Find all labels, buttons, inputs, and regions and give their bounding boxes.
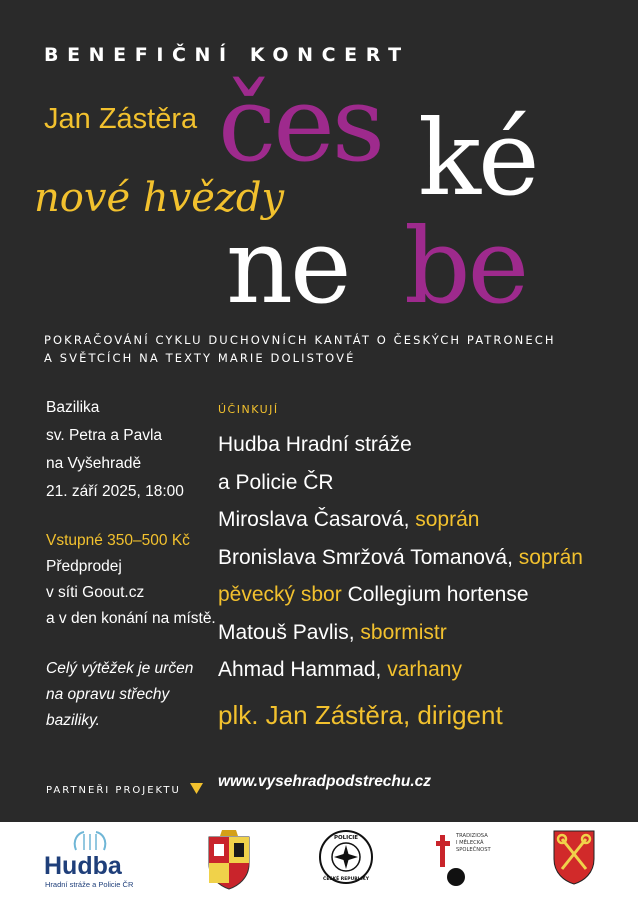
venue-line: na Vyšehradě — [46, 455, 142, 472]
performers-heading: ÚČINKUJÍ — [218, 403, 279, 416]
tradiziosa-logo — [436, 827, 502, 893]
ticket-line: a v den konání na místě. — [46, 610, 216, 627]
proceeds-line: baziliky. — [46, 712, 100, 729]
keys-shield-logo — [552, 829, 596, 889]
website-url[interactable]: www.vysehradpodstrechu.cz — [218, 773, 432, 790]
hudba-logo-title: Hudba — [44, 852, 122, 880]
triangle-down-icon — [190, 783, 203, 794]
ticket-line: Předprodej — [46, 558, 122, 575]
proceeds-line: Celý výtěžek je určen — [46, 660, 194, 677]
performer-role: soprán — [415, 508, 480, 531]
venue-block — [46, 394, 184, 506]
title-word-be: be — [404, 205, 527, 327]
police-logo-bottom-text: ČESKÉ REPUBLIKY — [323, 877, 369, 882]
police-logo-top-text: POLICIE — [333, 835, 359, 841]
police-logo — [318, 829, 374, 889]
performer-role: soprán — [518, 545, 583, 569]
title-word-ke: ké — [418, 97, 537, 219]
lyre-icon — [70, 830, 110, 852]
partners-label: PARTNEŘI PROJEKTU — [46, 785, 181, 796]
tradiziosa-text-2: I MĚLECKÁ — [456, 840, 484, 846]
partners-label-wrap — [46, 778, 203, 797]
performer-role: varhany — [387, 658, 462, 681]
performer-row: pěvecký sbor Collegium hortense — [218, 583, 529, 606]
subtitle-nove-hvezdy: nové hvězdy — [34, 175, 285, 221]
description-line-1: POKRAČOVÁNÍ CYKLU DUCHOVNÍCH KANTÁT O ČESKÝCH PATRONECH — [44, 333, 556, 347]
performer-row: Ahmad Hammad, varhany — [218, 658, 462, 681]
performer-row: a Policie ČR — [218, 470, 334, 494]
ticket-price: Vstupné 350–500 Kč — [46, 532, 190, 549]
coat-of-arms-logo — [206, 828, 252, 894]
hudba-logo-subtitle: Hradní stráže a Policie ČR — [45, 880, 134, 889]
venue-date: 21. září 2025, 18:00 — [46, 483, 184, 500]
performer-row: Miroslava Časarová, soprán — [218, 508, 480, 531]
partner-logos-strip — [0, 822, 638, 900]
venue-line: Bazilika — [46, 399, 100, 416]
description-line-2: A SVĚTCÍCH NA TEXTY MARIE DOLISTOVÉ — [44, 351, 356, 365]
proceeds-line: na opravu střechy — [46, 686, 170, 703]
performer-row: Bronislava Smržová Tomanová, soprán — [218, 545, 583, 569]
conductor: plk. Jan Zástěra, dirigent — [218, 700, 503, 730]
proceeds-block — [46, 656, 193, 734]
composer-name: Jan Zástěra — [44, 103, 198, 135]
tradiziosa-text-1: TRADIZIOSA — [456, 833, 488, 839]
performer-role: sbormistr — [360, 620, 447, 644]
title-word-ces: čes — [218, 63, 383, 185]
hudba-logo — [44, 830, 134, 892]
tickets-block — [46, 528, 216, 632]
performer-role: pěvecký sbor — [218, 583, 348, 606]
ticket-line: v síti Goout.cz — [46, 584, 145, 601]
performers-list — [218, 426, 583, 689]
title-word-ne: ne — [226, 205, 349, 327]
venue-line: sv. Petra a Pavla — [46, 427, 163, 444]
performer-row: Hudba Hradní stráže — [218, 433, 412, 456]
header-title: BENEFIČNÍ KONCERT — [44, 44, 410, 66]
tradiziosa-text-3: SPOLEČNOST — [456, 847, 491, 853]
performer-row: Matouš Pavlis, sbormistr — [218, 620, 447, 644]
